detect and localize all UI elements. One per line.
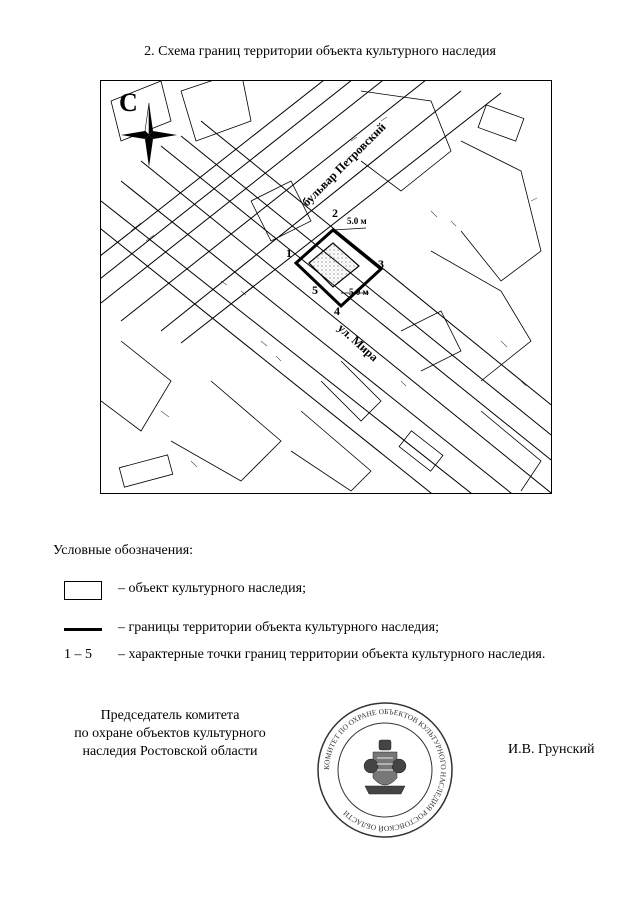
position-line: Председатель комитета <box>100 708 240 723</box>
street-label-boulevard: бульвар Петровский <box>299 119 389 210</box>
legend-item-object <box>0 581 640 601</box>
street-label-mira: ул. Мира <box>334 320 382 365</box>
map-drawing <box>101 81 551 493</box>
official-seal <box>315 700 455 840</box>
distance-label-top: 5.0 м <box>347 216 367 226</box>
seal-text: КОМИТЕТ ПО ОХРАНЕ ОБЪЕКТОВ КУЛЬТУРНОГО НАСЛЕДИЯ РОСТОВСКОЙ ОБЛАСТИ <box>321 706 449 834</box>
point-label-5: 5 <box>312 283 318 297</box>
coat-of-arms-emblem <box>364 740 406 794</box>
point-label-1: 1 <box>286 246 292 260</box>
heritage-object <box>309 243 359 287</box>
legend-item-boundary <box>0 620 640 640</box>
signatory-name: И.В. Грунский <box>508 742 595 757</box>
boundary-line-symbol <box>64 628 102 631</box>
legend-text: – объект культурного наследия; <box>118 581 306 596</box>
point-label-4: 4 <box>334 304 340 318</box>
boundary-map <box>100 80 552 494</box>
distance-label-bottom: 5.0 м <box>349 287 369 297</box>
offset-line-top <box>333 228 366 230</box>
page-title: 2. Схема границ территории объекта культурного наследия <box>144 44 496 59</box>
position-line: по охране объектов культурного <box>74 726 266 741</box>
legend-text: – границы территории объекта культурного наследия; <box>118 620 439 635</box>
legend-item-points <box>0 647 640 667</box>
points-range-symbol: 1 – 5 <box>64 647 92 662</box>
position-line: наследия Ростовской области <box>82 744 258 759</box>
point-label-2: 2 <box>332 206 338 220</box>
legend-title: Условные обозначения: <box>53 543 194 558</box>
legend-text: – характерные точки границ территории объекта культурного наследия. <box>118 647 546 662</box>
north-label: С <box>119 88 138 117</box>
signatory-position <box>40 707 300 761</box>
point-label-3: 3 <box>378 257 384 271</box>
object-symbol <box>64 581 102 600</box>
street-band-lines <box>101 81 551 493</box>
